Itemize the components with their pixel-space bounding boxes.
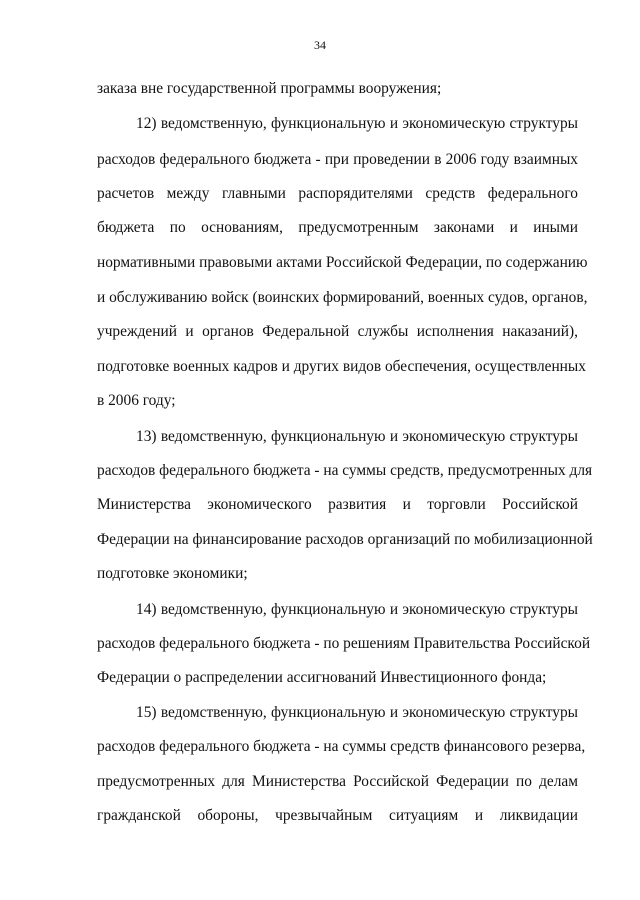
text-line: 14) ведомственную, функциональную и экономическую структуры	[136, 601, 578, 618]
text-line: Министерства экономического развития и торговли Российской	[97, 496, 578, 513]
text-line: расчетов между главными распорядителями средств федерального	[97, 185, 578, 202]
text-line: 15) ведомственную, функциональную и экономическую структуры	[136, 704, 578, 721]
text-line: Федерации на финансирование расходов организаций по мобилизационной	[97, 531, 593, 548]
text-line: 13) ведомственную, функциональную и экономическую структуры	[136, 428, 578, 445]
text-line: расходов федерального бюджета - на суммы средств финансового резерва,	[97, 738, 586, 755]
text-line: нормативными правовыми актами Российской Федерации, по содержанию	[97, 254, 588, 271]
page-number: 34	[314, 38, 326, 52]
text-line: расходов федерального бюджета - при проведении в 2006 году взаимных	[97, 151, 578, 168]
text-line: подготовке военных кадров и других видов обеспечения, осуществленных	[97, 358, 586, 375]
text-line: бюджета по основаниям, предусмотренным законами и иными	[97, 219, 578, 236]
text-line: 12) ведомственную, функциональную и экономическую структуры	[136, 115, 578, 132]
text-line: Федерации о распределении ассигнований Инвестиционного фонда;	[97, 669, 547, 686]
text-line: расходов федерального бюджета - на суммы средств, предусмотренных для	[97, 462, 593, 479]
text-line: расходов федерального бюджета - по решениям Правительства Российской	[97, 635, 591, 652]
text-line: в 2006 году;	[97, 392, 176, 409]
text-line: гражданской обороны, чрезвычайным ситуациям и ликвидации	[97, 807, 578, 824]
text-line: предусмотренных для Министерства Российской Федерации по делам	[97, 773, 578, 790]
text-line: подготовке экономики;	[97, 565, 248, 582]
text-line: и обслуживанию войск (воинских формирований, военных судов, органов,	[97, 289, 588, 306]
text-line: заказа вне государственной программы вооружения;	[97, 80, 442, 97]
text-line: учреждений и органов Федеральной службы исполнения наказаний),	[97, 323, 578, 340]
